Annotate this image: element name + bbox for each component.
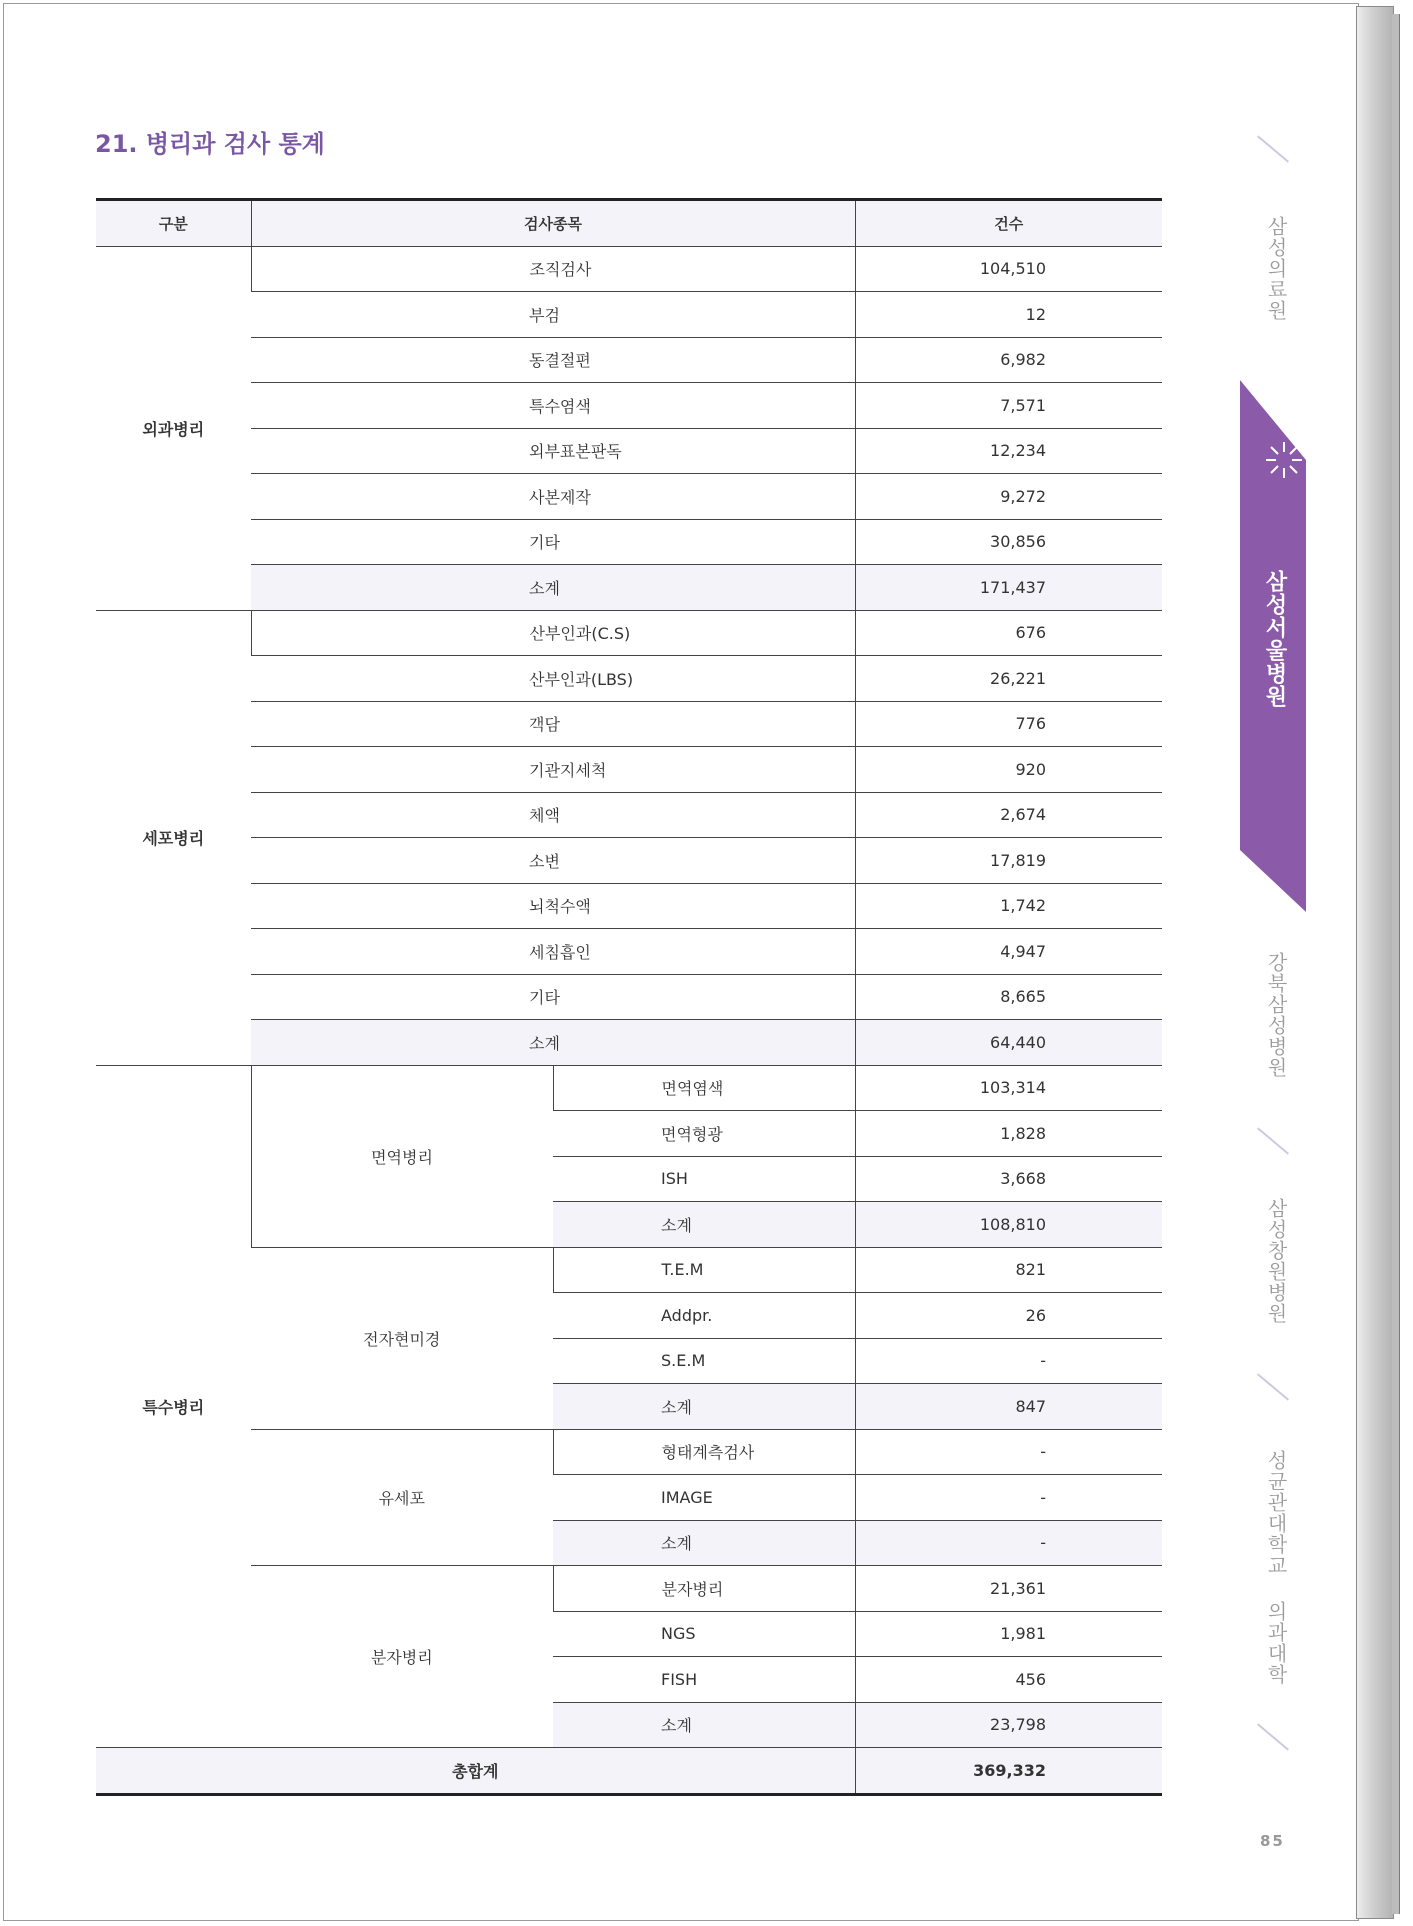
book-page-edge <box>1356 6 1394 1919</box>
subtotal-label: 소계 <box>553 1384 855 1430</box>
count-cell: 104,510 <box>855 246 1162 292</box>
item-cell: 기타 <box>251 519 855 565</box>
group-special: 특수병리 <box>96 1065 251 1748</box>
subtotal-label: 소계 <box>553 1202 855 1248</box>
subtotal-label: 소계 <box>553 1702 855 1748</box>
count-cell: 1,742 <box>855 883 1162 929</box>
count-cell: 17,819 <box>855 838 1162 884</box>
item-cell: 동결절편 <box>251 337 855 383</box>
count-cell: 9,272 <box>855 474 1162 520</box>
subtotal-label: 소계 <box>251 565 855 611</box>
item-cell: 뇌척수액 <box>251 883 855 929</box>
item-cell: S.E.M <box>553 1338 855 1384</box>
header-count: 건수 <box>855 200 1162 247</box>
table-row <box>96 747 1162 793</box>
item-cell: 산부인과(C.S) <box>251 610 855 656</box>
item-cell: 부검 <box>251 292 855 338</box>
table-row <box>96 519 1162 565</box>
item-cell: Addpr. <box>553 1293 855 1339</box>
pathology-stats-table <box>96 198 1162 1796</box>
count-cell: 6,982 <box>855 337 1162 383</box>
table-header-row <box>96 200 1162 247</box>
table-row <box>96 292 1162 338</box>
table-row <box>96 974 1162 1020</box>
subtotal-count: 23,798 <box>855 1702 1162 1748</box>
subgroup-immuno: 면역병리 <box>251 1065 553 1247</box>
item-cell: 기타 <box>251 974 855 1020</box>
grand-total-label: 총합계 <box>96 1748 855 1795</box>
count-cell: 26 <box>855 1293 1162 1339</box>
count-cell: 776 <box>855 701 1162 747</box>
table-row <box>96 1247 1162 1293</box>
item-cell: 세침흡인 <box>251 929 855 975</box>
item-cell: 외부표본판독 <box>251 428 855 474</box>
count-cell: 456 <box>855 1657 1162 1703</box>
table-row <box>96 701 1162 747</box>
item-cell: 조직검사 <box>251 246 855 292</box>
table-row <box>96 337 1162 383</box>
count-cell: 103,314 <box>855 1065 1162 1111</box>
table-row <box>96 246 1162 292</box>
count-cell: 821 <box>855 1247 1162 1293</box>
table-row <box>96 1065 1162 1111</box>
table-row <box>96 1566 1162 1612</box>
item-cell: 형태계측검사 <box>553 1429 855 1475</box>
item-cell: 특수염색 <box>251 383 855 429</box>
subtotal-row <box>96 1020 1162 1066</box>
count-cell: 920 <box>855 747 1162 793</box>
subtotal-count: 171,437 <box>855 565 1162 611</box>
count-cell: 1,981 <box>855 1611 1162 1657</box>
subtotal-label: 소계 <box>553 1520 855 1566</box>
page-number: 85 <box>1260 1832 1285 1850</box>
item-cell: FISH <box>553 1657 855 1703</box>
item-cell: 면역형광 <box>553 1111 855 1157</box>
subgroup-em: 전자현미경 <box>251 1247 553 1429</box>
header-category: 구분 <box>96 200 251 247</box>
count-cell: - <box>855 1338 1162 1384</box>
group-surgical: 외과병리 <box>96 246 251 610</box>
subtotal-count: 108,810 <box>855 1202 1162 1248</box>
table-row <box>96 474 1162 520</box>
table-row <box>96 883 1162 929</box>
book-cover-edge <box>1392 14 1400 1914</box>
item-cell: 분자병리 <box>553 1566 855 1612</box>
item-cell: 기관지세척 <box>251 747 855 793</box>
count-cell: 1,828 <box>855 1111 1162 1157</box>
nav-item-samsung-changwon[interactable]: 삼성창원병원 <box>1264 1198 1288 1324</box>
table-row <box>96 656 1162 702</box>
item-cell: 체액 <box>251 792 855 838</box>
item-cell: 소변 <box>251 838 855 884</box>
subgroup-flow: 유세포 <box>251 1429 553 1566</box>
count-cell: 12,234 <box>855 428 1162 474</box>
group-cytology: 세포병리 <box>96 610 251 1065</box>
table-row <box>96 929 1162 975</box>
item-cell: IMAGE <box>553 1475 855 1521</box>
table-row <box>96 1429 1162 1475</box>
table-row <box>96 838 1162 884</box>
grand-total-count: 369,332 <box>855 1748 1162 1795</box>
nav-item-samsung-medical-center[interactable]: 삼성의료원 <box>1264 216 1288 321</box>
count-cell: 30,856 <box>855 519 1162 565</box>
count-cell: 7,571 <box>855 383 1162 429</box>
table-row <box>96 792 1162 838</box>
count-cell: 676 <box>855 610 1162 656</box>
subtotal-label: 소계 <box>251 1020 855 1066</box>
page-title: 21. 병리과 검사 통계 <box>95 130 325 158</box>
table-row <box>96 610 1162 656</box>
count-cell: 2,674 <box>855 792 1162 838</box>
table-row <box>96 383 1162 429</box>
subtotal-count: 847 <box>855 1384 1162 1430</box>
subgroup-molecular: 분자병리 <box>251 1566 553 1748</box>
asterisk-icon <box>1262 438 1306 482</box>
grand-total-row <box>96 1748 1162 1795</box>
count-cell: 12 <box>855 292 1162 338</box>
nav-item-samsung-seoul-hospital[interactable]: 삼성서울병원 <box>1262 570 1287 708</box>
nav-item-skku-medicine[interactable]: 성균관대학교 의과대학 <box>1264 1450 1288 1685</box>
item-cell: 사본제작 <box>251 474 855 520</box>
subtotal-count: - <box>855 1520 1162 1566</box>
subtotal-row <box>96 565 1162 611</box>
count-cell: 4,947 <box>855 929 1162 975</box>
item-cell: 객담 <box>251 701 855 747</box>
item-cell: T.E.M <box>553 1247 855 1293</box>
item-cell: 산부인과(LBS) <box>251 656 855 702</box>
count-cell: 26,221 <box>855 656 1162 702</box>
count-cell: 8,665 <box>855 974 1162 1020</box>
header-item: 검사종목 <box>251 200 855 247</box>
subtotal-count: 64,440 <box>855 1020 1162 1066</box>
count-cell: 3,668 <box>855 1156 1162 1202</box>
table-row <box>96 428 1162 474</box>
item-cell: 면역염색 <box>553 1065 855 1111</box>
count-cell: - <box>855 1429 1162 1475</box>
count-cell: - <box>855 1475 1162 1521</box>
count-cell: 21,361 <box>855 1566 1162 1612</box>
item-cell: ISH <box>553 1156 855 1202</box>
item-cell: NGS <box>553 1611 855 1657</box>
nav-item-kangbuk-samsung[interactable]: 강북삼성병원 <box>1264 952 1288 1078</box>
